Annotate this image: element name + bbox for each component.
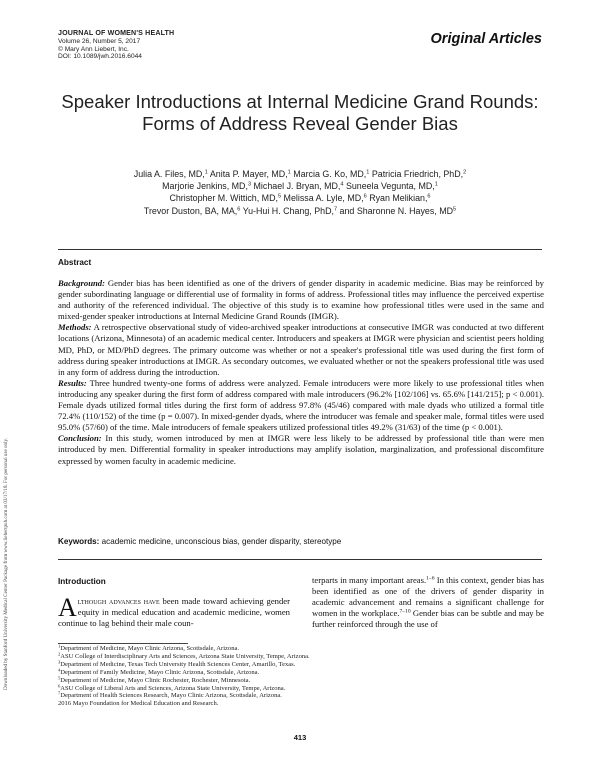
abstract-heading: Abstract	[58, 258, 92, 267]
author-affiliation: 6	[237, 206, 241, 213]
methods-text: A retrospective observational study of video-archived speaker introductions at consecutive IMGR was conducted at two different locations (Arizona, Minnesota) of an academic medical center. Introducers and speakers at IMGR were physician and scientist peers holding MD, PhD, or MD/PhD degrees. The primary outcome was whether or not a speaker's professional title was used during the first form of address during speaker introductions at IMGR. As secondary outcomes, we evaluated whether or not the speakers professional title was used in any form of address during the introduction.	[58, 322, 544, 377]
author-affiliation: 6	[427, 193, 431, 200]
download-watermark-text: Downloaded by Stanford University Medical Center Package from www.liebertpub.com at 03/17/18. For personal use only.	[3, 438, 9, 690]
title-line-1: Speaker Introductions at Internal Medicine Grand Rounds:	[61, 91, 539, 112]
abstract-methods	[58, 322, 544, 377]
author-line	[0, 180, 600, 192]
journal-name: JOURNAL OF WOMEN'S HEALTH	[58, 29, 175, 37]
author-name: Marcia G. Ko, MD,	[293, 169, 367, 179]
conclusion-label: Conclusion:	[58, 433, 102, 444]
introduction-left-column	[58, 593, 290, 629]
intro-right-text-1: terparts in many important areas.	[312, 575, 427, 585]
author-name: Patricia Friedrich, PhD,	[371, 169, 464, 179]
footnote-item	[58, 669, 544, 677]
author-list	[0, 168, 600, 217]
keywords-label: Keywords:	[58, 537, 100, 546]
author-affiliation: 4	[340, 181, 344, 188]
author-name: and Sharonne N. Hayes, MD	[339, 205, 454, 216]
drop-cap: A	[58, 593, 77, 622]
abstract-conclusion	[58, 433, 544, 466]
footnote-number: 2	[58, 651, 61, 657]
author-name: Trevor Duston, BA, MA,	[143, 205, 238, 216]
author-affiliation: 6	[363, 193, 367, 200]
conclusion-text: In this study, women introduced by men at IMGR were less likely to be addressed by professional title than were men introduced by men. Differential formality in speaker introductions may amplify isolation, marginalization, and professional discomfiture expressed by women faculty in academic medicine.	[58, 433, 545, 466]
author-name: Melissa A. Lyle, MD,	[283, 193, 364, 204]
intro-right-text-3: Gender bias can be subtle and may be further reinforced through the use of	[312, 608, 544, 630]
footnote-number: 3	[58, 659, 61, 665]
intro-smallcaps: lthough advances have	[77, 597, 160, 606]
footnote-number: 1	[58, 643, 61, 649]
download-watermark	[1, 212, 13, 692]
footnote-item	[58, 677, 544, 685]
title-line-2: Forms of Address Reveal Gender Bias	[142, 113, 458, 134]
footnote-item	[58, 692, 544, 700]
reference-marker[interactable]: 7–10	[399, 608, 411, 615]
author-affiliation: 5	[453, 206, 457, 213]
author-name: Marjorie Jenkins, MD,	[162, 181, 248, 192]
author-name: Christopher M. Wittich, MD,	[169, 193, 278, 204]
background-text: Gender bias has been identified as one of the drivers of gender disparity in academic medicine. Bias may be reinforced by gender subordinating language or differential use of formality in forms of address. Professional titles may influence the perceived expertise and authority of the referenced individual. The objective of this study is to examine how professional titles were used in the same and mixed-gender speaker introductions at Internal Medicine Grand Rounds (IMGR).	[58, 278, 544, 322]
author-affiliation: 3	[247, 181, 252, 188]
author-affiliation: 1	[366, 169, 370, 176]
journal-doi[interactable]: DOI: 10.1089/jwh.2016.6044	[58, 53, 142, 61]
author-name: Julia A. Files, MD,	[133, 169, 205, 179]
results-label: Results:	[58, 377, 87, 388]
article-title	[0, 91, 600, 135]
author-affiliation: 7	[333, 206, 338, 213]
intro-left-text: been made toward achieving gender equity in medical education and academic medicine, women continue to lag behind their male coun-	[58, 596, 290, 629]
abstract-bottom-rule	[58, 559, 542, 560]
author-affiliation: 1	[287, 169, 291, 176]
introduction-heading: Introduction	[58, 577, 106, 586]
author-name: Michael J. Bryan, MD,	[253, 181, 341, 192]
reference-marker[interactable]: 1–6	[426, 575, 435, 582]
footnote-text: Department of Family Medicine, Mayo Clinic Arizona, Scottsdale, Arizona.	[60, 668, 260, 676]
abstract-results	[58, 378, 544, 433]
journal-header	[58, 30, 174, 61]
author-name: Anita P. Mayer, MD,	[209, 169, 288, 179]
footnote-text: Department of Medicine, Texas Tech University Health Sciences Center, Amarillo, Texas.	[60, 660, 296, 668]
methods-label: Methods:	[58, 322, 92, 333]
abstract-background	[58, 278, 544, 322]
footnote-text: 2016 Mayo Foundation for Medical Education and Research.	[58, 700, 219, 708]
footnote-text: Department of Medicine, Mayo Clinic Rochester, Rochester, Minnesota.	[60, 676, 251, 684]
footnote-item	[58, 700, 544, 708]
keywords	[58, 537, 341, 546]
footnote-rule	[58, 643, 188, 644]
author-line	[0, 168, 600, 180]
footnotes	[58, 645, 544, 708]
journal-copyright: © Mary Ann Liebert, Inc.	[58, 45, 129, 53]
background-label: Background:	[58, 278, 105, 288]
author-name: Suneela Vegunta, MD,	[345, 181, 435, 192]
author-name: Ryan Melikian,	[369, 193, 428, 204]
footnote-number: 4	[58, 667, 61, 673]
section-label: Original Articles	[430, 31, 542, 47]
footnote-number: 6	[58, 683, 61, 689]
journal-volume: Volume 26, Number 5, 2017	[58, 37, 141, 45]
abstract-top-rule	[58, 249, 542, 250]
introduction-right-column	[312, 575, 544, 630]
footnote-number: 5	[58, 675, 61, 681]
footnote-item	[58, 645, 544, 653]
page-number: 413	[293, 733, 307, 742]
author-affiliation: 1	[204, 169, 208, 176]
footnote-item	[58, 653, 544, 661]
footnote-text: ASU College of Interdisciplinary Arts and Sciences, Arizona State University, Tempe, Arizona.	[60, 652, 310, 660]
intro-right-text-2: In this context, gender bias has been identified as one of the drivers of gender disparity in academic advancement and remains a significant challenge for women in the workplace.	[312, 575, 545, 619]
footnote-item	[58, 661, 544, 669]
author-line	[0, 192, 600, 204]
author-affiliation: 2	[463, 169, 467, 176]
author-name: Yu-Hui H. Chang, PhD,	[242, 205, 334, 216]
footnote-text: ASU College of Liberal Arts and Sciences, Arizona State University, Tempe, Arizona.	[60, 684, 286, 692]
keywords-text: academic medicine, unconscious bias, gender disparity, stereotype	[101, 537, 342, 546]
author-affiliation: 1	[434, 181, 438, 188]
author-affiliation: 5	[277, 193, 282, 200]
results-text: Three hundred twenty-one forms of address were analyzed. Female introducers were more likely to use professional titles when introducing any speaker during the first form of address compared with male introducers (96.2% [102/106] vs. 65.6% [141/215]; p < 0.001). Female dyads utilized formal titles during the first form of address 97.8% (45/46) compared with male dyads who utilized a formal title 72.4% (110/152) of the time (p = 0.007). In mixed-gender dyads, where the introducer was female and speaker male, formal titles were used 95.0% (57/60) of the time. Male introducers of female speakers utilized professional titles 49.2% (31/63) of the time (p < 0.001).	[58, 377, 544, 433]
footnote-text: Department of Medicine, Mayo Clinic Arizona, Scottsdale, Arizona.	[60, 645, 240, 652]
author-line	[0, 205, 600, 217]
abstract-body	[58, 278, 544, 467]
footnote-number: 7	[58, 690, 61, 696]
footnote-text: Department of Health Sciences Research, Mayo Clinic Arizona, Scottsdale, Arizona.	[60, 692, 282, 700]
